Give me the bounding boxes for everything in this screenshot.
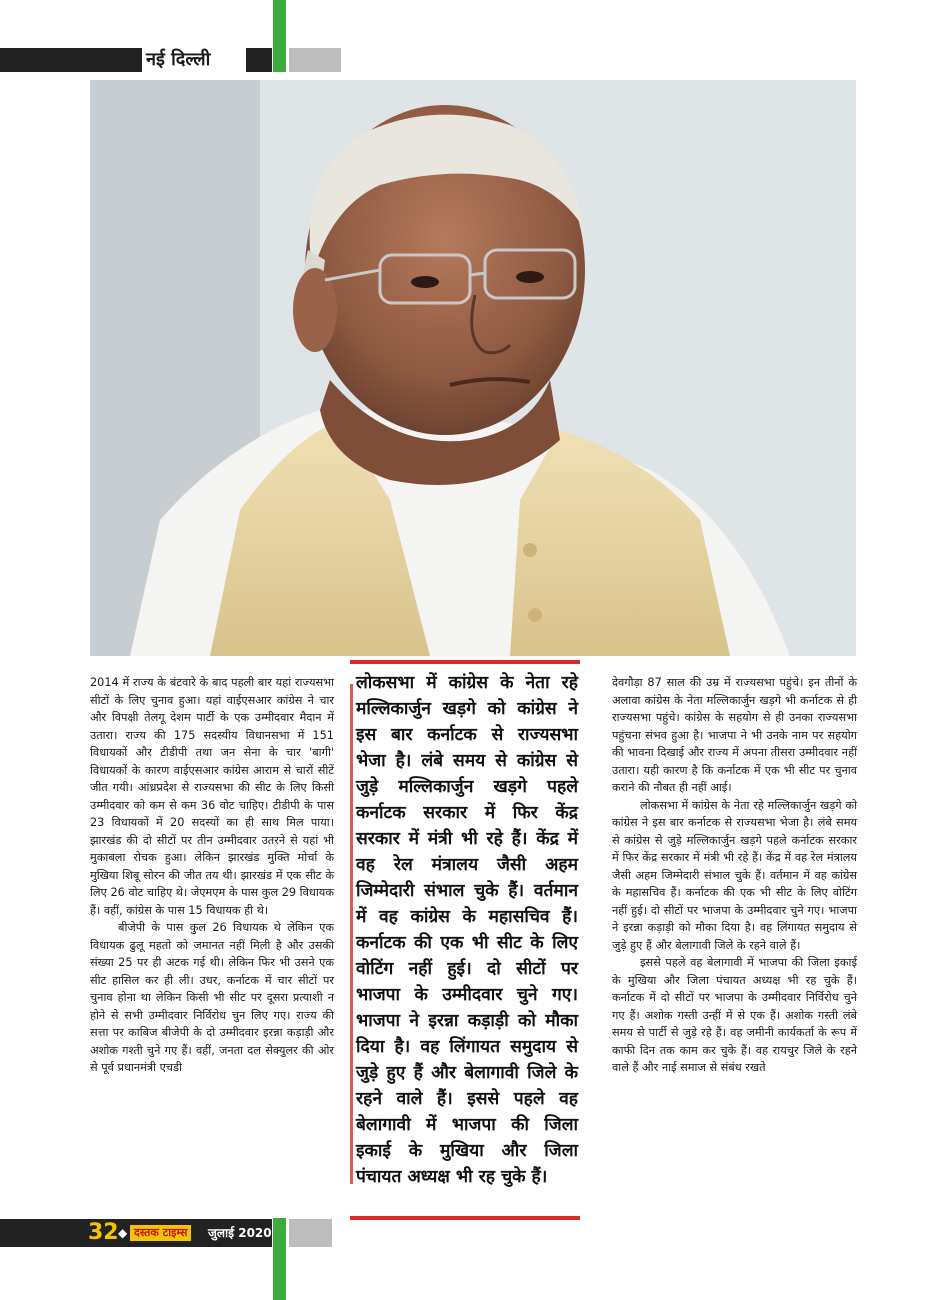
green-accent-bar-bottom <box>273 1218 286 1300</box>
pull-quote-top-rule <box>350 660 580 664</box>
section-header-bar-right <box>289 48 341 72</box>
footer-separator-icon: ◆ <box>118 1226 128 1240</box>
paragraph: 2014 में राज्य के बंटवारे के बाद पहली बार यहां राज्यसभा सीटों के लिए चुनाव हुआ। यहां वाईएसआर कांग्रेस ने चार और विपक्षी तेलगू देशम पार्टी के एक उम्मीदवार मैदान में उतारा। राज्य की 175 सदस्यीय विधानसभा में 151 विधायकों और टीडीपी तथा जन सेना के चार 'बागी' विधायकों के कारण वाईएसआर कांग्रेस आराम से चारों सीटें जीत गयी। आंध्रप्रदेश से राज्यसभा की सीट के लिए किसी उम्मीदवार को कम से कम 36 वोट चाहिए। टीडीपी के पास 23 विधायकों में 20 सदस्यों का ही साथ मिल पाया। झारखंड की दो सीटों पर तीन उम्मीदवार उतरने से यहां भी मुकाबला रोचक हुआ। लेकिन झारखंड मुक्ति मोर्चा के मुखिया शिबू सोरन की जीत तय थी। झारखंड में एक सीट के लिए 26 वोट चाहिए थे। जेएमएम के पास कुल 29 विधायक हैं। वहीं, कांग्रेस के पास 15 विधायक ही थे। <box>90 676 334 917</box>
paragraph: लोकसभा में कांग्रेस के नेता रहे मल्लिकार्जुन खड़गे को कांग्रेस ने इस बार कर्नाटक से राज्यसभा भेजा है। लंबे समय से कांग्रेस से जुड़े मल्लिकार्जुन खड़गे पहले कर्नाटक सरकार में फिर केंद्र सरकार में मंत्री भी रहे हैं। केंद्र में वह रेल मंत्रालय जैसी अहम जिम्मेदारी संभाल चुके हैं। वर्तमान में वह कांग्रेस के महासचिव हैं। कर्नाटक की एक भी सीट के लिए वोटिंग नहीं हुई। दो सीटों पर भाजपा के उम्मीदवार चुने गए। भाजपा ने इरन्ना कड़ाड़ी को मौका दिया है। वह लिंगायत समुदाय से जुड़े हुए हैं और बेलागावी जिले के रहने वाले हैं। <box>612 798 857 952</box>
pull-quote-bottom-rule <box>350 1216 580 1220</box>
pull-quote-text: लोकसभा में कांग्रेस के नेता रहे मल्लिकार्जुन खड़गे को कांग्रेस ने इस बार कर्नाटक से राज्यसभा भेजा है। लंबे समय से कांग्रेस से जुड़े मल्लिकार्जुन खड़गे पहले कर्नाटक सरकार में फिर केंद्र सरकार में मंत्री भी रहे हैं। केंद्र में वह रेल मंत्रालय जैसी अहम जिम्मेदारी संभाल चुके हैं। वर्तमान में वह कांग्रेस के महासचिव हैं। कर्नाटक की एक भी सीट के लिए वोटिंग नहीं हुई। दो सीटों पर भाजपा के उम्मीदवार चुने गए। भाजपा ने इरन्ना कड़ाड़ी को मौका दिया है। वह लिंगायत समुदाय से जुड़े हुए हैं और बेलागावी जिले के रहने वाले हैं। इससे पहले वह बेलागावी में भाजपा की जिला इकाई के मुखिया और जिला पंचायत अध्यक्ष भी रह चुके हैं। <box>356 673 578 1187</box>
page-number: 32 <box>88 1220 119 1245</box>
paragraph: बीजेपी के पास कुल 26 विधायक थे लेकिन एक विधायक ढुलू महतो को जमानत नहीं मिली है और उसकी संख्या 25 पर ही अटक गई थी। लेकिन फिर भी उसने एक सीट हासिल कर ही ली। उधर, कर्नाटक में चार सीटों पर चुनाव होना था लेकिन किसी भी सीट पर दूसरा प्रत्याशी न होने से सभी उम्मीदवार निर्विरोध चुन लिए गए। राज्य की सत्ता पर काबिज बीजेपी के दो उम्मीदवार इरन्ना कड़ाड़ी और अशोक गश्ती चुने गए हैं। वहीं, जनता दल सेक्युलर की ओर से पूर्व प्रधानमंत्री एचडी <box>90 921 334 1074</box>
section-title: नई दिल्ली <box>142 48 246 72</box>
magazine-logo: दस्तक टाइम्स <box>130 1225 191 1241</box>
paragraph: देवगौड़ा 87 साल की उम्र में राज्यसभा पहुंचे। इन तीनों के अलावा कांग्रेस के नेता मल्लिकार्जुन खड़गे भी कर्नाटक से ही राज्यसभा पहुंचे। कांग्रेस के सहयोग से ही उनका राज्यसभा पहुंचना संभव हुआ है। भाजपा ने भी उनके नाम पर सहयोग की भावना दिखाई और राज्य में अपना तीसरा उम्मीदवार नहीं उतारा। यही कारण है कि कर्नाटक में एक भी सीट पर चुनाव कराने की नौबत ही नहीं आई। <box>612 676 857 794</box>
portrait-illustration <box>90 80 856 656</box>
page-footer <box>0 1219 272 1247</box>
article-column-right <box>612 674 857 1077</box>
green-accent-bar-top <box>273 0 286 72</box>
pull-quote-side-rule <box>350 684 353 1184</box>
footer-bar-right <box>289 1219 332 1247</box>
article-column-left <box>90 674 334 1077</box>
section-header-bar <box>0 48 272 72</box>
pull-quote-box <box>350 660 580 1220</box>
article-photo <box>90 80 856 656</box>
issue-date: जुलाई 2020 <box>208 1226 272 1240</box>
paragraph: इससे पहले वह बेलागावी में भाजपा की जिला इकाई के मुखिया और जिला पंचायत अध्यक्ष भी रह चुके हैं। कर्नाटक में दो सीटों पर भाजपा के उम्मीदवार निर्विरोध चुने गए हैं। अशोक गस्ती उन्हीं में से एक हैं। अशोक गस्ती लंबे समय से पार्टी से जुड़े रहे हैं। वह जमीनी कार्यकर्ता के रूप में काफी दिन तक काम कर चुके हैं। वह रायचुर जिले के रहने वाले हैं और नाई समाज से संबंध रखते <box>612 956 857 1074</box>
